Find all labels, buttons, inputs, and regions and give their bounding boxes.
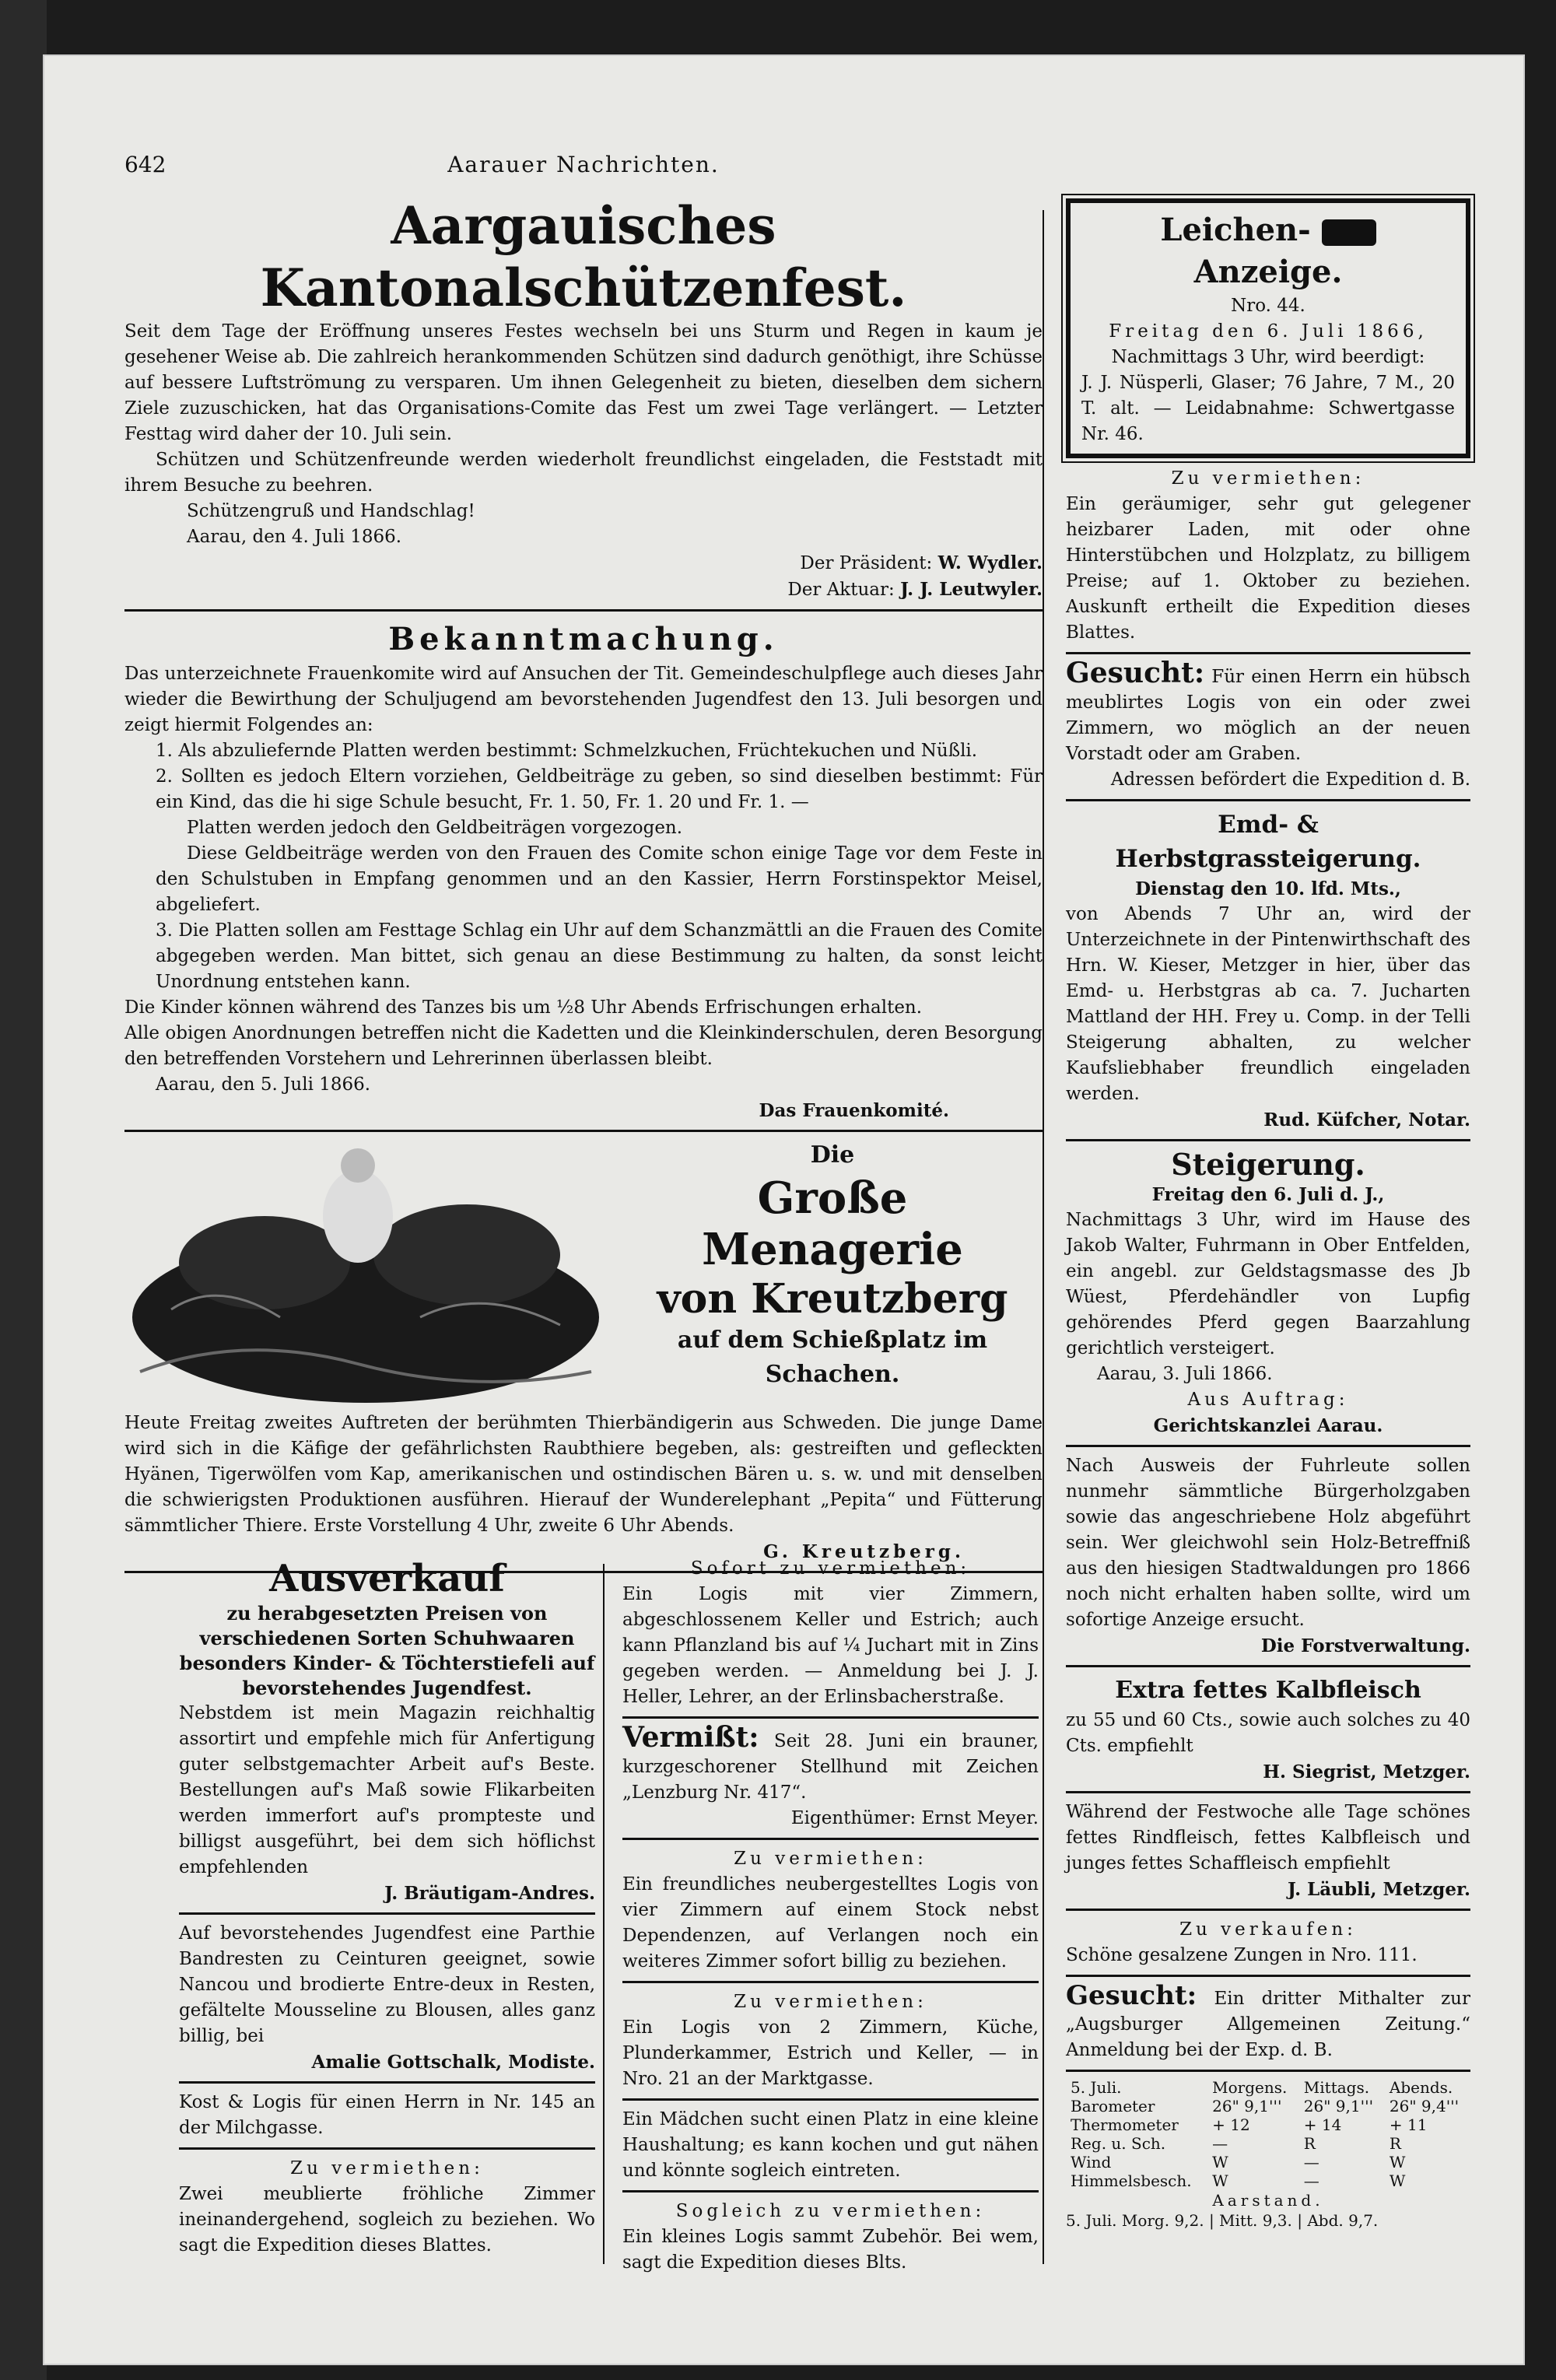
weather-header: Mittags. [1303,2078,1370,2097]
divider [1066,2070,1470,2072]
zungen-title: Zu verkaufen: [1179,1919,1357,1940]
menagerie-sign: G. Kreutzberg. [763,1541,965,1562]
laden-title: Zu vermiethen: [1171,468,1365,489]
weather-cell: + 11 [1389,2115,1428,2134]
emd-body: von Abends 7 Uhr an, wird der Unterzeichnete in der Pintenwirthschaft des Hrn. W. Kieser, Metzger in hier, über das Emd- u. Herbstgras ab ca. 7. Jucharten Mattland der HH. Frey u. Comp. in der Telli Steigerung abhalten, zu welcher Kaufsliebhaber freundlich eingeladen werden. [1066,904,1470,1104]
gesucht1-body: Für einen Herrn ein hübsch meublirtes Logis von ein oder zwei Zimmern, wo möglich an der neuen Vorstadt oder am Graben. [1066,667,1470,764]
weather-row [1066,2097,1470,2115]
ausverkauf-sub: zu herabgesetzten Preisen von verschiedenen Sorten Schuhwaaren besonders Kinder- & Töchterstiefeli auf bevorstehendes Jugendfest. [179,1602,595,1699]
sign2-label: Der Aktuar: [787,580,895,600]
forst-sign: Die Forstverwaltung. [1260,1635,1470,1656]
schuetzenfest-sign1 [124,550,1043,577]
weather-cell: — [1212,2134,1228,2153]
weather-cell: + 14 [1303,2115,1342,2134]
leichen-time: Nachmittags 3 Uhr, wird beerdigt: [1111,347,1425,367]
emd-date: Dienstag den 10. lfd. Mts., [1135,878,1401,899]
divider [1066,1975,1470,1977]
lower-left-column [179,1556,595,2259]
logis-mid-body: Ein freundliches neubergestelltes Logis von vier Zimmern auf einem Stock nebst Dependenzen, auf Verlangen noch ein weiteres Zimmer sofort billig zu beziehen. [622,1874,1039,1972]
bekanntmachung-item3: 3. Die Platten sollen am Festtage Schlag ein Uhr auf dem Schanzmättli an die Frauen des Comite abgegeben werden. Man bittet, sich genau an diese Bestimmung zu halten, da sonst leicht Unordnung entstehen kann. [156,920,1043,992]
steigerung-sign: Gerichtskanzlei Aarau. [1153,1415,1383,1436]
vermisst-block [622,1721,1039,1806]
sofort-body: Ein Logis mit vier Zimmern, abgeschlossenem Keller und Estrich; auch kann Pflanzland bis auf ¼ Juchart mit in Zins gegeben werden. — Anmeldung bei J. J. Heller, Lehrer, an der Erlinsbacherstraße. [622,1584,1039,1707]
bekanntmachung-item2c: Diese Geldbeiträge werden von den Frauen des Comite schon einige Tage vor dem Feste in den Schulstuben in Empfang genommen und an den Kassier, Herrn Forstinspektor Meisel, abgeliefert. [156,843,1043,915]
emd-sign: Rud. Küfcher, Notar. [1263,1109,1470,1130]
divider [1066,1665,1470,1667]
divider [1066,1909,1470,1911]
sogleich-title: Sogleich zu vermiethen: [675,2201,986,2221]
lower-middle-column [622,1556,1039,2276]
weather-cell: + 12 [1212,2115,1250,2134]
weather-cell: 26" 9,1''' [1303,2097,1374,2115]
gottschalk-body: Auf bevorstehendes Jugendfest eine Parthie Bandresten zu Ceinturen geeignet, sowie Nancou und brodierte Entre-deux in Resten, gefältelte Mousseline zu Blousen, alles ganz billig, bei [179,1923,595,2046]
leichen-date: Freitag den 6. Juli 1866, [1109,321,1428,342]
gesucht1-block [1066,657,1470,767]
ausverkauf-body: Nebstdem ist mein Magazin reichhaltig assortirt und empfehle mich für Anfertigung guter selbstgemachter Arbeit auf's Beste. Bestellungen auf's Maß sowie Flikarbeiten werden immerfort auf's prompteste und billigst ausgeführt, bei dem sich höflichst empfehlenden [179,1703,595,1877]
sign1-name: W. Wydler. [937,552,1043,573]
coffin-icon [1322,219,1376,246]
gesucht2-block [1066,1980,1470,2063]
weather-cell: Wind [1071,2153,1112,2171]
right-column [1066,198,1470,2231]
schuetzenfest-greeting: Schützengruß und Handschlag! [187,501,475,521]
leichen-title-b: Anzeige. [1193,254,1343,290]
weather-cell: R [1389,2134,1401,2153]
logis-mid2-title: Zu vermiethen: [734,1992,927,2012]
weather-cell: — [1303,2153,1319,2171]
menagerie-title1: Große Menagerie [702,1172,963,1275]
vermisst-title: Vermißt: [622,1721,759,1754]
leichen-body: J. J. Nüsperli, Glaser; 76 Jahre, 7 M., 20 T. alt. — Leidabnahme: Schwertgasse Nr. 46. [1081,373,1455,444]
bekanntmachung-item2: 2. Sollten es jedoch Eltern vorziehen, Geldbeiträge zu geben, so sind dieselben bestimmt: Für ein Kind, das die hi sige Schule besucht, Fr. 1. 50, Fr. 1. 20 und Fr. 1. — [156,766,1043,812]
zungen-body: Schöne gesalzene Zungen in Nro. 111. [1066,1945,1418,1965]
zimmer-left-title: Zu vermiethen: [290,2158,484,2178]
weather-cell: W [1389,2171,1406,2190]
leichen-number: Nro. 44. [1231,296,1305,316]
weather-cell: 26" 9,1''' [1212,2097,1282,2115]
column-divider [1043,210,1044,2264]
vermisst-body: Seit 28. Juni ein brauner, kurzgeschorener Stellhund mit Zeichen „Lenzburg Nr. 417“. [622,1731,1039,1803]
gottschalk-sign: Amalie Gottschalk, Modiste. [311,2052,595,2073]
sign2-name: J. J. Leutwyler. [900,579,1043,600]
menagerie-title2: von Kreutzberg [657,1275,1008,1323]
maedchen-body: Ein Mädchen sucht einen Platz in eine kleine Haushaltung; es kann kochen und gut nähen und könnte sogleich eintreten. [622,2109,1039,2181]
bekanntmachung-intro: Das unterzeichnete Frauenkomite wird auf Ansuchen der Tit. Gemeindeschulpflege auch dieses Jahr wieder die Bewirthung der Schuljugend am bevorstehenden Jugendfest den 13. Juli besorgen und zeigt hiermit Folgendes an: [124,664,1043,735]
steigerung-date: Freitag den 6. Juli d. J., [1151,1184,1385,1205]
divider [179,2147,595,2150]
weather-cell: R [1303,2134,1316,2153]
kost-body: Kost & Logis für einen Herrn in Nr. 145 an der Milchgasse. [179,2092,595,2138]
weather-row [1066,2153,1470,2171]
bekanntmachung-p2: Alle obigen Anordnungen betreffen nicht die Kadetten und die Kleinkinderschulen, deren Besorgung den betreffenden Vorstehern und Lehrerinnen überlassen bleibt. [124,1023,1043,1069]
divider [124,1130,1043,1132]
menagerie-body: Heute Freitag zweites Auftreten der berühmten Thierbändigerin aus Schweden. Die junge Dame wird sich in die Käfige der gefährlichsten Raubthiere begeben, als: gestreiften und gefleckten Hyänen, Tigerwölfen vom Kap, amerikanischen und ostindischen Bären u. s. w. und mit denselben die schwierigsten Produktionen ausführen. Hierauf der Wunderelephant „Pepita“ und Fütterung sämmtlicher Thiere. Erste Vorstellung 4 Uhr, zweite 6 Uhr Abends. [124,1413,1043,1536]
divider [179,1912,595,1915]
aarstand-row: 5. Juli. Morg. 9,2. | Mitt. 9,3. | Abd. 9,7. [1066,2211,1379,2230]
festwoche-sign: J. Läubli, Metzger. [1288,1879,1470,1900]
sign1-label: Der Präsident: [800,553,933,573]
weather-row [1066,2115,1470,2134]
gesucht1-note: Adressen befördert die Expedition d. B. [1110,769,1470,790]
divider [1066,1139,1470,1141]
forst-body: Nach Ausweis der Fuhrleute sollen nunmehr sämmtliche Bürgerholzgaben sowie das angeschriebene Holz abgeführt sein. Wer gleichwohl sein Holz-Betreffniß aus den hiesigen Stadtwaldungen pro 1866 noch nicht erhalten haben sollte, wird um sofortige Anzeige ersucht. [1066,1456,1470,1630]
divider [622,1981,1039,1983]
menagerie-engraving [124,1138,607,1411]
gesucht2-title: Gesucht: [1066,1980,1197,2011]
bekanntmachung-sign: Das Frauenkomité. [759,1100,949,1121]
vermisst-owner: Eigenthümer: Ernst Meyer. [790,1808,1039,1828]
scan-edge [0,0,47,2380]
weather-cell: W [1212,2153,1228,2171]
sogleich-body: Ein kleines Logis sammt Zubehör. Bei wem, sagt die Expedition dieses Blts. [622,2227,1039,2273]
divider [179,2081,595,2084]
weather-header: 5. Juli. [1071,2078,1122,2097]
bekanntmachung-p1: Die Kinder können während des Tanzes bis um ½8 Uhr Abends Erfrischungen erhalten. [124,997,923,1018]
steigerung-date2: Aarau, 3. Juli 1866. [1097,1364,1273,1384]
divider [622,1716,1039,1719]
weather-row [1066,2171,1470,2190]
bekanntmachung-date: Aarau, den 5. Juli 1866. [156,1074,371,1095]
steigerung-auftrag: Aus Auftrag: [1187,1390,1349,1410]
logis-mid-title: Zu vermiethen: [734,1849,927,1869]
page-number: 642 [124,152,166,177]
bekanntmachung-title: Bekanntmachung. [388,621,779,657]
column-divider [603,1564,605,2264]
weather-cell: Reg. u. Sch. [1071,2134,1166,2153]
schuetzenfest-sign2 [124,577,1043,603]
menagerie-die: Die [810,1141,855,1169]
divider [124,609,1043,612]
divider [622,2098,1039,2101]
leichen-title-a: Leichen- [1160,212,1311,248]
weather-header: Abends. [1389,2078,1453,2097]
kalb-body: zu 55 und 60 Cts., sowie auch solches zu 40 Cts. empfiehlt [1066,1710,1470,1756]
festwoche-body: Während der Festwoche alle Tage schönes fettes Rindfleisch, fettes Kalbfleisch und junges fettes Schaffleisch empfiehlt [1066,1802,1470,1874]
weather-cell: Thermometer [1071,2115,1179,2134]
kalb-title: Extra fettes Kalbfleisch [1115,1677,1421,1704]
divider [622,2190,1039,2192]
newspaper-title: Aarauer Nachrichten. [447,152,720,177]
menagerie-text [622,1138,1043,1411]
weather-cell: W [1389,2153,1406,2171]
gesucht2-body: Ein dritter Mithalter zur „Augsburger Allgemeinen Zeitung.“ Anmeldung bei der Exp. d. B. [1066,1989,1470,2060]
weather-cell: W [1212,2171,1228,2190]
schuetzenfest-body: Seit dem Tage der Eröffnung unseres Festes wechseln bei uns Sturm und Regen in kaum je gesehener Weise ab. Die zahlreich herankommenden Schützen sind dadurch genöthigt, ihre Schüsse auf bessere Luftströmung zu versparen. Um ihnen Gelegenheit zu bieten, dieselben dem sichern Ziele zuzuschicken, hat das Organisations-Comite das Fest um zwei Tage verlängert. — Letzter Festtag wird daher der 10. Juli sein. [124,321,1043,444]
weather-header: Morgens. [1212,2078,1288,2097]
bekanntmachung-item1: 1. Als abzuliefernde Platten werden bestimmt: Schmelzkuchen, Früchtekuchen und Nüßli. [156,741,978,761]
weather-header-row [1066,2078,1470,2097]
weather-cell: 26" 9,4''' [1389,2097,1460,2115]
weather-cell: — [1303,2171,1319,2190]
bekanntmachung-item2b: Platten werden jedoch den Geldbeiträgen vorgezogen. [187,818,683,838]
steigerung-body: Nachmittags 3 Uhr, wird im Hause des Jakob Walter, Fuhrmann in Ober Entfelden, ein angebl. zur Geldstagsmasse des Jb Wüest, Pferdehändler von Lupfig gehörendes Pferd gegen Baarzahlung gerichtlich versteigert. [1066,1210,1470,1358]
divider [1066,1791,1470,1793]
weather-row [1066,2134,1470,2153]
menagerie-ad [124,1138,1043,1411]
logis-mid2-body: Ein Logis von 2 Zimmern, Küche, Plunderkammer, Estrich und Keller, — in Nro. 21 an der Marktgasse. [622,2017,1039,2089]
gesucht1-title: Gesucht: [1066,657,1205,689]
steigerung-title: Steigerung. [1171,1147,1365,1182]
weather-cell: Himmelsbesch. [1071,2171,1192,2190]
divider [1066,1445,1470,1447]
divider [1066,652,1470,654]
weather-table [1066,2078,1470,2190]
kalb-sign: H. Siegrist, Metzger. [1263,1761,1470,1782]
ausverkauf-sign: J. Bräutigam-Andres. [384,1883,595,1904]
left-column [124,195,1043,1579]
schuetzenfest-date: Aarau, den 4. Juli 1866. [187,527,402,547]
schuetzenfest-body2: Schützen und Schützenfreunde werden wiederholt freundlichst eingeladen, die Feststadt mit ihrem Besuche zu beehren. [124,450,1043,496]
divider [622,1838,1039,1840]
emd-title: Emd- & Herbstgrassteigerung. [1115,811,1421,873]
zimmer-left-body: Zwei meublierte fröhliche Zimmer ineinandergehend, sogleich zu beziehen. Wo sagt die Expedition dieses Blattes. [179,2184,595,2256]
aarstand-title: Aarstand. [1212,2191,1324,2210]
laden-body: Ein geräumiger, sehr gut gelegener heizbarer Laden, mit oder ohne Hinterstübchen und Holzplatz, zu billigem Preise; auf 1. Oktober zu beziehen. Auskunft ertheilt die Expedition dieses Blattes. [1066,494,1470,643]
menagerie-place: auf dem Schießplatz im Schachen. [677,1327,988,1388]
page-header [124,152,1043,183]
weather-cell: Barometer [1071,2097,1155,2115]
sofort-title: Sofort zu vermiethen: [690,1558,971,1579]
leichen-anzeige-box [1066,198,1470,458]
ausverkauf-title: Ausverkauf [269,1557,505,1600]
leichen-title [1081,209,1455,293]
schuetzenfest-title: Aargauisches Kantonalschützenfest. [260,195,907,318]
divider [1066,799,1470,801]
